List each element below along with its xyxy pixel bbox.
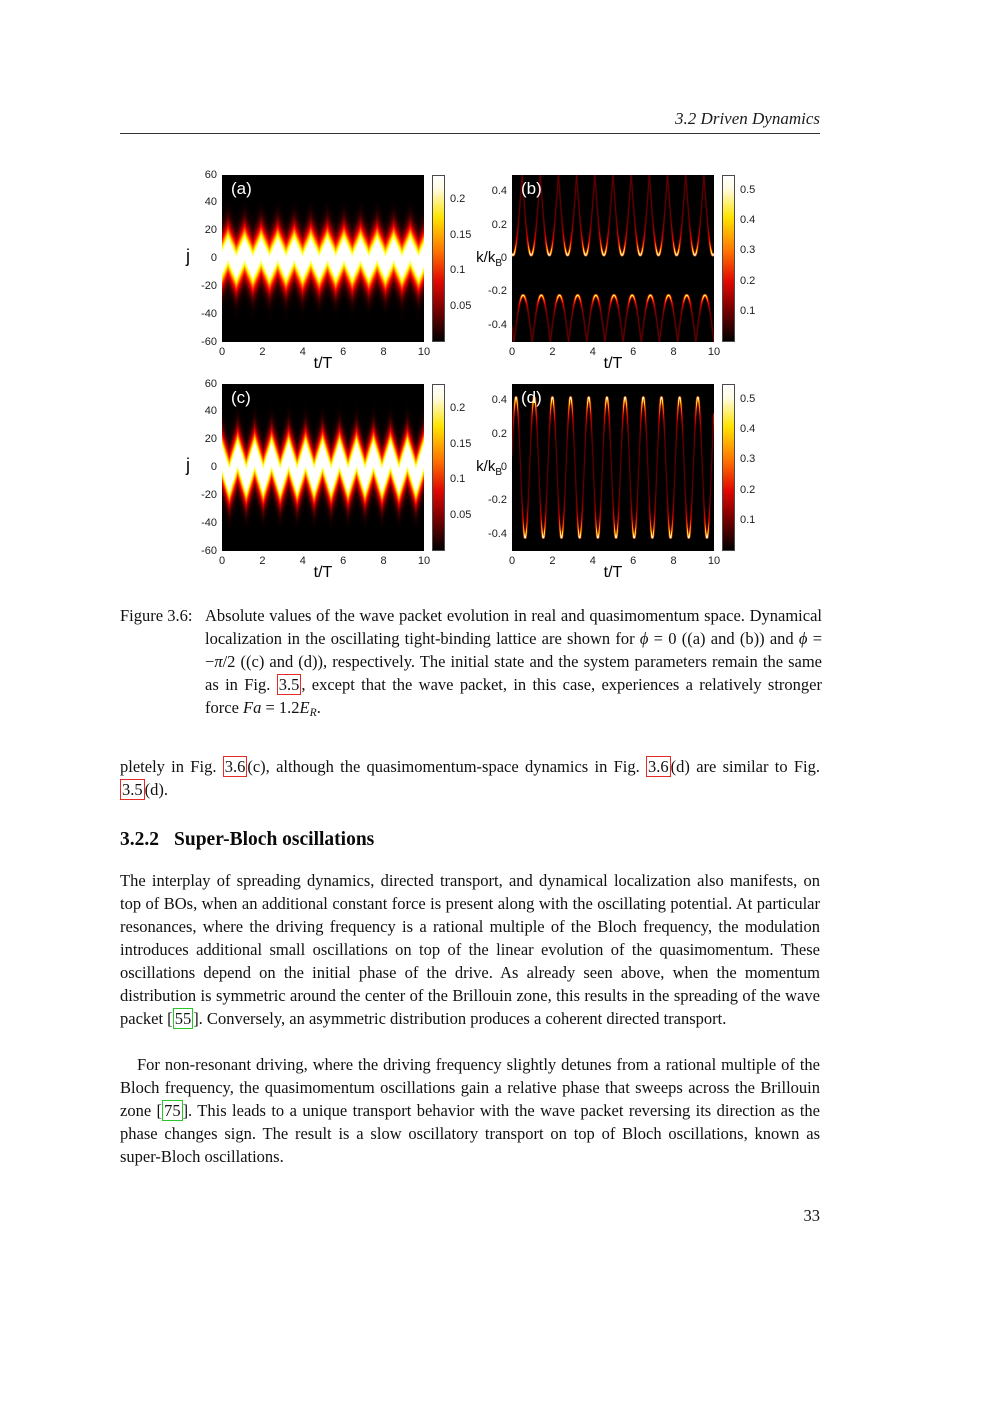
ref-link-3.5[interactable]: 3.5 bbox=[122, 780, 143, 799]
text-segment: (c), although the quasimomentum-space dynamics in Fig. bbox=[247, 757, 647, 776]
ref-link-55[interactable]: 55 bbox=[174, 1009, 192, 1028]
cbtick-c-0.15: 0.15 bbox=[450, 437, 472, 450]
ytick-c--40: -40 bbox=[201, 516, 217, 529]
y-axis-label-b-sub: B bbox=[495, 258, 502, 269]
x-axis-label-c: t/T bbox=[313, 564, 333, 581]
ytick-d--0.2: -0.2 bbox=[488, 494, 507, 507]
heatmap-panel-c bbox=[222, 384, 424, 551]
paragraph-super-bloch-1 bbox=[120, 869, 820, 1030]
cbtick-a-0.05: 0.05 bbox=[450, 299, 472, 312]
text-segment: π bbox=[214, 652, 223, 671]
xtick-d-10: 10 bbox=[707, 555, 721, 567]
ytick-b--0.2: -0.2 bbox=[488, 285, 507, 298]
text-segment: Absolute values of the wave packet evolution in real and quasimomentum space. Dynamical localization in the oscillating tight-binding lattice are shown for bbox=[205, 606, 822, 648]
running-head: 3.2 Driven Dynamics bbox=[675, 109, 820, 128]
x-axis-label-a: t/T bbox=[313, 355, 333, 372]
xtick-a-6: 6 bbox=[340, 346, 347, 358]
y-axis-label-d-sub: B bbox=[495, 467, 502, 478]
text-segment: pletely in Fig. bbox=[120, 757, 223, 776]
text-segment: E bbox=[299, 698, 310, 717]
text-segment: ]. This leads to a unique transport behavior with the wave packet reversing its direction as the phase changes sign. The result is a slow oscillatory transport on top of Bloch oscillations, known as super-Bloch oscillations. bbox=[120, 1101, 820, 1166]
xtick-b-10: 10 bbox=[707, 346, 721, 358]
x-axis-label-d: t/T bbox=[603, 564, 623, 581]
cbtick-b-0.4: 0.4 bbox=[740, 214, 756, 227]
ref-link-3.6[interactable]: 3.6 bbox=[224, 757, 246, 776]
xtick-c-10: 10 bbox=[417, 555, 431, 567]
figure-caption bbox=[120, 604, 822, 725]
ytick-c--60: -60 bbox=[201, 544, 217, 557]
xtick-b-6: 6 bbox=[630, 346, 637, 358]
xtick-a-4: 4 bbox=[299, 346, 306, 358]
ytick-c-40: 40 bbox=[204, 405, 217, 418]
section-heading bbox=[120, 829, 374, 851]
heatmap-panel-d bbox=[512, 384, 714, 551]
ytick-a--20: -20 bbox=[201, 279, 217, 292]
cbtick-a-0.2: 0.2 bbox=[450, 193, 466, 206]
xtick-c-6: 6 bbox=[340, 555, 347, 567]
text-segment: ]. Conversely, an asymmetric distribution produces a coherent directed transport. bbox=[193, 1009, 727, 1028]
xtick-a-2: 2 bbox=[259, 346, 266, 358]
text-segment: R bbox=[309, 707, 317, 719]
ref-link-3.5[interactable]: 3.5 bbox=[278, 675, 300, 694]
text-segment: Fa bbox=[243, 698, 262, 717]
ytick-c-0: 0 bbox=[210, 461, 217, 473]
xtick-b-2: 2 bbox=[549, 346, 556, 358]
ytick-d--0.4: -0.4 bbox=[488, 527, 507, 540]
ytick-b-0: 0 bbox=[500, 252, 507, 264]
ytick-b-0.4: 0.4 bbox=[491, 185, 507, 198]
cbtick-b-0.5: 0.5 bbox=[740, 183, 756, 196]
cbtick-d-0.2: 0.2 bbox=[740, 483, 756, 496]
ytick-a-40: 40 bbox=[204, 196, 217, 209]
colorbar-b bbox=[722, 175, 735, 342]
ytick-d-0.4: 0.4 bbox=[491, 394, 507, 407]
cbtick-d-0.5: 0.5 bbox=[740, 392, 756, 405]
xtick-a-8: 8 bbox=[380, 346, 387, 358]
figure-caption-text bbox=[205, 604, 822, 725]
figure-caption-label: Figure 3.6: bbox=[120, 606, 193, 625]
ytick-c-60: 60 bbox=[204, 377, 217, 390]
xtick-d-6: 6 bbox=[630, 555, 637, 567]
xtick-d-2: 2 bbox=[549, 555, 556, 567]
text-segment: The interplay of spreading dynamics, directed transport, and dynamical localization also manifests, on top of BOs, when an additional constant force is present along with the oscillating potential. At particular resonances, where the driving frequency is a rational multiple of the Bloch frequency, the modulation introduces additional small oscillations on top of the linear evolution of the quasimomentum. These oscillations depend on the initial phase of the drive. As already seen above, when the momentum distribution is symmetric around the center of the Brillouin zone, this results in the spreading of the wave packet [ bbox=[120, 871, 820, 1028]
ytick-a--60: -60 bbox=[201, 335, 217, 348]
text-segment: = 1.2 bbox=[261, 698, 300, 717]
cbtick-d-0.1: 0.1 bbox=[740, 514, 756, 527]
y-axis-label-a: j bbox=[186, 246, 190, 266]
cbtick-d-0.4: 0.4 bbox=[740, 423, 756, 436]
xtick-b-0: 0 bbox=[508, 346, 516, 358]
xtick-d-0: 0 bbox=[508, 555, 516, 567]
xtick-b-4: 4 bbox=[589, 346, 596, 358]
cbtick-a-0.15: 0.15 bbox=[450, 228, 472, 241]
ytick-a-0: 0 bbox=[210, 252, 217, 264]
panel-letter-c: (c) bbox=[231, 388, 251, 407]
x-axis-label-b: t/T bbox=[603, 355, 623, 372]
ytick-d-0: 0 bbox=[500, 461, 507, 473]
panel-letter-b: (b) bbox=[521, 179, 542, 198]
header-rule bbox=[120, 133, 820, 134]
paragraph-after-figure bbox=[120, 755, 820, 801]
text-segment: = 0 ((a) and (b)) and bbox=[648, 629, 799, 648]
text-segment: = − bbox=[205, 629, 823, 671]
text-segment: . bbox=[316, 698, 321, 717]
cbtick-b-0.2: 0.2 bbox=[740, 274, 756, 287]
xtick-c-4: 4 bbox=[299, 555, 306, 567]
cbtick-b-0.3: 0.3 bbox=[740, 244, 756, 257]
section-number: 3.2.2 bbox=[120, 829, 159, 850]
ytick-b-0.2: 0.2 bbox=[491, 218, 507, 231]
xtick-a-10: 10 bbox=[417, 346, 431, 358]
y-axis-label-d-main: k/k bbox=[476, 458, 496, 475]
xtick-d-4: 4 bbox=[589, 555, 596, 567]
ytick-a-20: 20 bbox=[204, 224, 217, 237]
y-axis-label-c: j bbox=[186, 455, 190, 475]
text-segment: (d) are similar to Fig. bbox=[670, 757, 820, 776]
panel-letter-a: (a) bbox=[231, 179, 252, 198]
ytick-d-0.2: 0.2 bbox=[491, 427, 507, 440]
text-segment: ϕ bbox=[798, 629, 808, 648]
ytick-c-20: 20 bbox=[204, 433, 217, 446]
ytick-b--0.4: -0.4 bbox=[488, 318, 507, 331]
paragraph-super-bloch-2 bbox=[120, 1053, 820, 1168]
ref-link-3.6[interactable]: 3.6 bbox=[648, 757, 669, 776]
xtick-a-0: 0 bbox=[218, 346, 226, 358]
ytick-a--40: -40 bbox=[201, 307, 217, 320]
ytick-a-60: 60 bbox=[204, 168, 217, 181]
ref-link-75[interactable]: 75 bbox=[164, 1101, 181, 1120]
colorbar-d bbox=[722, 384, 735, 551]
xtick-d-8: 8 bbox=[670, 555, 677, 567]
cbtick-d-0.3: 0.3 bbox=[740, 453, 756, 466]
text-segment: For non-resonant driving, where the driving frequency slightly detunes from a rational multiple of the Bloch frequency, the quasimomentum oscillations gain a relative phase that sweeps across the Brillouin zone [ bbox=[120, 1055, 820, 1120]
y-axis-label-b-main: k/k bbox=[476, 249, 496, 266]
cbtick-c-0.1: 0.1 bbox=[450, 473, 466, 486]
ytick-c--20: -20 bbox=[201, 488, 217, 501]
xtick-c-0: 0 bbox=[218, 555, 226, 567]
cbtick-c-0.2: 0.2 bbox=[450, 402, 466, 415]
text-segment: , except that the wave packet, in this case, experiences a relatively stronger force bbox=[205, 675, 822, 717]
xtick-c-8: 8 bbox=[380, 555, 387, 567]
text-segment: ϕ bbox=[639, 629, 649, 648]
xtick-c-2: 2 bbox=[259, 555, 266, 567]
cbtick-c-0.05: 0.05 bbox=[450, 508, 472, 521]
heatmap-panel-a bbox=[222, 175, 424, 342]
text-segment: /2 ((c) and (d)), respectively. The initial state and the system parameters remain the same as in Fig. bbox=[205, 652, 822, 694]
page-number: 33 bbox=[803, 1206, 820, 1225]
heatmap-panel-b bbox=[512, 175, 714, 342]
xtick-b-8: 8 bbox=[670, 346, 677, 358]
panel-letter-d: (d) bbox=[521, 388, 542, 407]
section-title: Super-Bloch oscillations bbox=[174, 829, 375, 850]
text-segment: (d). bbox=[144, 780, 168, 799]
cbtick-b-0.1: 0.1 bbox=[740, 305, 756, 318]
cbtick-a-0.1: 0.1 bbox=[450, 264, 466, 277]
